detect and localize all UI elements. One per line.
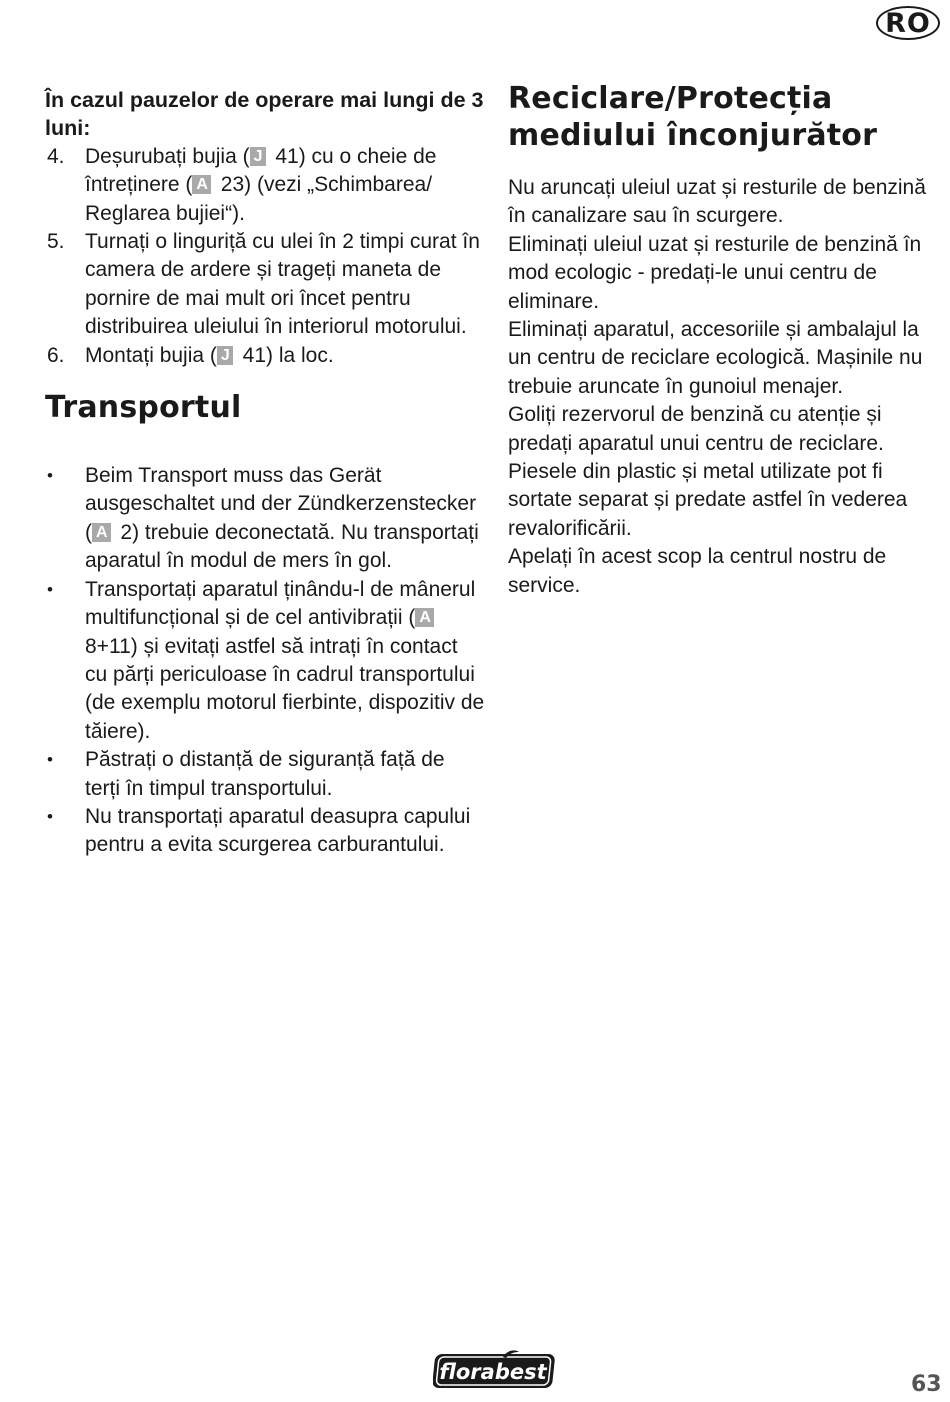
figure-reference-badge: A <box>415 608 434 627</box>
recycling-heading: Reciclare/Protecția mediului înconjurător <box>508 81 878 153</box>
step-number: 6. <box>47 343 65 367</box>
bullet-item <box>45 746 485 803</box>
text-run: Beim Transport muss das Gerät ausgeschaltet und der Zündkerzenstecker ( <box>85 464 477 544</box>
text-run: 2) trebuie deconectată. Nu transportați aparatul în modul de mers în gol. <box>85 520 479 573</box>
bullet-item <box>45 576 485 746</box>
figure-reference-badge: J <box>250 147 266 166</box>
text-run: 23) (vezi „Schimbarea/ Reglarea bujiei“). <box>85 173 433 225</box>
storage-steps-list <box>45 143 485 370</box>
bullet-icon: • <box>47 806 53 826</box>
text-run: 41) cu o cheie de întreținere ( <box>85 144 437 197</box>
recycling-paragraph: Nu aruncați uleiul uzat și resturile de benzină în canalizare sau în scurgere. <box>508 176 926 228</box>
recycling-paragraph: Eliminați aparatul, accesoriile și ambalajul la un centru de reciclare ecologică. Mașinile nu trebuie aruncate în gunoiul menajer. <box>508 318 923 398</box>
recycling-paragraph: Eliminați uleiul uzat și resturile de benzină în mod ecologic - predați-le unui centru de eliminare. <box>508 232 922 313</box>
text-run: Turnați o linguriță cu ulei în 2 timpi curat în camera de ardere și trageți maneta de pornire de mai mult ori încet pentru distribuirea uleiului în interiorul motorului. <box>85 230 480 339</box>
figure-reference-badge: A <box>192 175 211 194</box>
logo-text: florabest <box>439 1360 547 1384</box>
step-item <box>45 143 485 228</box>
step-number: 5. <box>47 230 65 254</box>
bullet-icon: • <box>47 750 53 770</box>
bullet-item <box>45 803 485 860</box>
page-number: 63 <box>911 1372 942 1397</box>
bullet-item <box>45 462 485 576</box>
text-run: 41) la loc. <box>236 343 334 367</box>
right-column <box>508 81 938 600</box>
storage-subheading: În cazul pauzelor de operare mai lungi de 3 luni: <box>45 88 484 141</box>
bullet-icon: • <box>47 466 53 486</box>
recycling-paragraph: Goliți rezervorul de benzină cu atenție și predați aparatul unui centru de reciclare. <box>508 403 884 455</box>
text-run: 8+11) și evitați astfel să intrați în contact cu părți periculoase în cadrul transportului (de exemplu motorul fierbinte, dispozitiv de tăiere). <box>85 634 485 743</box>
text-run: Montați bujia ( <box>85 343 217 367</box>
florabest-logo <box>433 1348 559 1392</box>
text-run: Deșurubați bujia ( <box>85 144 250 168</box>
recycling-text <box>508 174 938 600</box>
figure-reference-badge: J <box>217 346 233 365</box>
left-column <box>45 86 485 860</box>
text-run: Păstrați o distanță de siguranță față de terți în timpul transportului. <box>85 748 445 800</box>
step-number: 4. <box>47 144 65 168</box>
text-run: Nu transportați aparatul deasupra capului pentru a evita scurgerea carburantului. <box>85 804 471 857</box>
step-item <box>45 228 485 342</box>
language-badge: RO <box>876 6 940 40</box>
text-run: Transportați aparatul ținându-l de mânerul multifuncțional și de cel antivibrații ( <box>85 577 476 630</box>
step-item <box>45 342 485 370</box>
bullet-icon: • <box>47 579 53 599</box>
transport-heading: Transportul <box>45 390 242 426</box>
recycling-paragraph: Piesele din plastic și metal utilizate pot fi sortate separat și predate astfel în vederea revalorificării. <box>508 460 908 540</box>
transport-bullet-list <box>45 462 485 860</box>
figure-reference-badge: A <box>92 523 111 542</box>
recycling-paragraph: Apelați în acest scop la centrul nostru de service. <box>508 545 887 597</box>
